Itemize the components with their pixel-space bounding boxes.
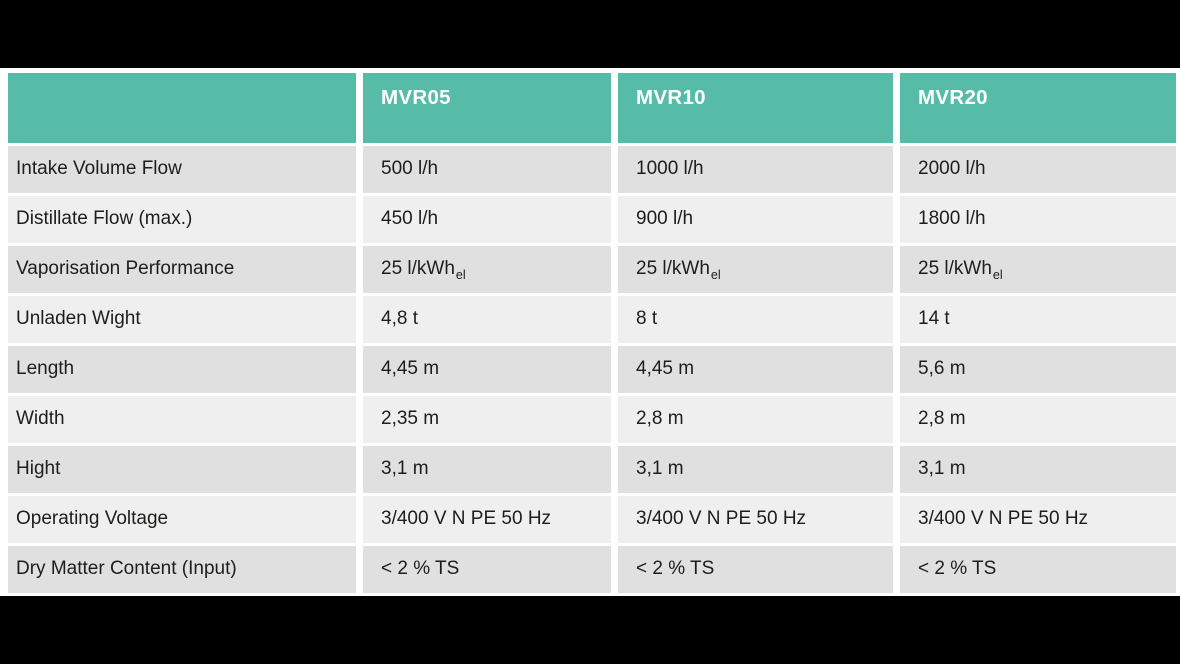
spec-value: < 2 % TS — [636, 558, 715, 580]
spec-value: 2,35 m — [381, 408, 440, 430]
spec-cell — [363, 396, 611, 443]
spec-value: 4,8 t — [381, 308, 418, 330]
spec-cell: 25 l/kWh el — [618, 246, 893, 293]
row-label-vaporisation-performance: Vaporisation Performance — [8, 246, 356, 293]
spec-table — [8, 73, 1176, 593]
spec-value: 1800 l/h — [918, 208, 986, 230]
spec-value: 8 t — [636, 308, 658, 330]
column-header-mvr05: MVR05 — [363, 73, 611, 143]
spec-value: 5,6 m — [918, 358, 966, 380]
row-label-operating-voltage: Operating Voltage — [8, 496, 356, 543]
spec-value: 25 l/kWh — [636, 258, 710, 280]
spec-cell — [618, 346, 893, 393]
row-label-hight: Hight — [8, 446, 356, 493]
spec-cell — [618, 146, 893, 193]
spec-value: 25 l/kWh — [381, 258, 455, 280]
spec-cell — [363, 496, 611, 543]
spec-cell — [900, 196, 1176, 243]
spec-value: 2,8 m — [918, 408, 966, 430]
spec-cell: 25 l/kWh el — [363, 246, 611, 293]
spec-value: < 2 % TS — [381, 558, 460, 580]
spec-value: 3/400 V N PE 50 Hz — [918, 508, 1089, 530]
spec-cell — [618, 446, 893, 493]
row-label-unladen-wight: Unladen Wight — [8, 296, 356, 343]
spec-cell — [363, 146, 611, 193]
spec-value: 900 l/h — [636, 208, 694, 230]
spec-cell — [618, 496, 893, 543]
spec-cell — [900, 546, 1176, 593]
bottom-black-bar — [0, 596, 1180, 664]
spec-value: 450 l/h — [381, 208, 439, 230]
spec-cell — [900, 296, 1176, 343]
spec-cell — [363, 346, 611, 393]
spec-value: 4,45 m — [636, 358, 695, 380]
spec-value: 3/400 V N PE 50 Hz — [636, 508, 807, 530]
page-background — [0, 68, 1180, 596]
spec-cell: 25 l/kWh el — [900, 246, 1176, 293]
spec-cell — [618, 396, 893, 443]
spec-value: 500 l/h — [381, 158, 439, 180]
spec-cell — [363, 296, 611, 343]
row-label-length: Length — [8, 346, 356, 393]
spec-value: 3,1 m — [918, 458, 966, 480]
row-label-intake-volume-flow: Intake Volume Flow — [8, 146, 356, 193]
spec-cell — [618, 546, 893, 593]
row-label-width: Width — [8, 396, 356, 443]
spec-cell — [900, 146, 1176, 193]
spec-value: 3/400 V N PE 50 Hz — [381, 508, 552, 530]
spec-cell — [363, 546, 611, 593]
row-label-dry-matter-content: Dry Matter Content (Input) — [8, 546, 356, 593]
spec-cell — [900, 396, 1176, 443]
top-black-bar — [0, 0, 1180, 68]
column-header-mvr20: MVR20 — [900, 73, 1176, 143]
row-label-distillate-flow: Distillate Flow (max.) — [8, 196, 356, 243]
spec-value: < 2 % TS — [918, 558, 997, 580]
spec-value: 1000 l/h — [636, 158, 704, 180]
spec-value: 2,8 m — [636, 408, 684, 430]
spec-value: 14 t — [918, 308, 950, 330]
spec-cell — [900, 496, 1176, 543]
spec-value: 25 l/kWh — [918, 258, 992, 280]
spec-cell — [363, 196, 611, 243]
spec-value: 2000 l/h — [918, 158, 986, 180]
spec-value: 3,1 m — [636, 458, 684, 480]
spec-value: 4,45 m — [381, 358, 440, 380]
spec-cell — [900, 446, 1176, 493]
column-header-mvr10: MVR10 — [618, 73, 893, 143]
spec-cell — [618, 296, 893, 343]
column-header-empty — [8, 73, 356, 143]
spec-cell — [618, 196, 893, 243]
spec-cell — [900, 346, 1176, 393]
spec-value: 3,1 m — [381, 458, 429, 480]
spec-cell — [363, 446, 611, 493]
